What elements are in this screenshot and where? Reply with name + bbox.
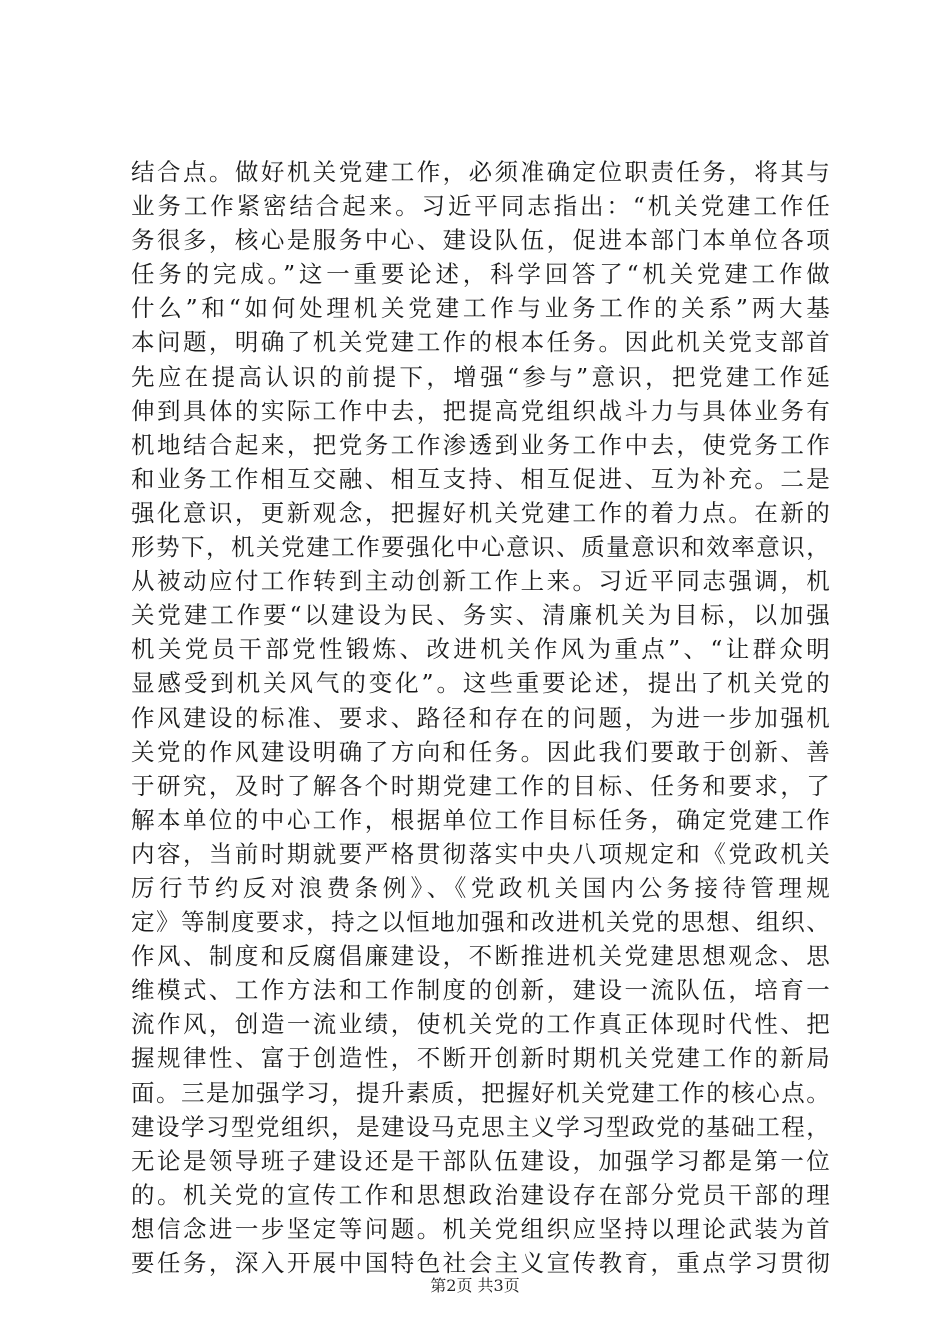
text-line: 务很多，核心是服务中心、建设队伍，促进本部门本单位各项 [131,226,831,255]
text-line: 机地结合起来，把党务工作渗透到业务工作中去，使党务工作 [131,430,831,459]
text-line: 机关党员干部党性锻炼、改进机关作风为重点”、“让群众明 [131,635,831,664]
text-line: 关党的作风建设明确了方向和任务。因此我们要敢于创新、善 [131,737,831,766]
text-line: 解本单位的中心工作，根据单位工作目标任务，确定党建工作 [131,805,831,834]
text-line: 定》等制度要求，持之以恒地加强和改进机关党的思想、组织、 [131,908,831,937]
text-line: 要任务，深入开展中国特色社会主义宣传教育，重点学习贯彻 [131,1249,831,1277]
text-line: 和业务工作相互交融、相互支持、相互促进、互为补充。二是 [131,464,831,493]
page-footer: 第2页 共3页 [430,1276,520,1295]
text-line: 本问题，明确了机关党建工作的根本任务。因此机关党支部首 [131,328,831,357]
text-line: 的。机关党的宣传工作和思想政治建设存在部分党员干部的理 [131,1180,831,1209]
text-line: 形势下，机关党建工作要强化中心意识、质量意识和效率意识， [131,533,831,562]
text-line: 握规律性、富于创造性，不断开创新时期机关党建工作的新局 [131,1044,831,1073]
text-line: 先应在提高认识的前提下，增强“参与”意识，把党建工作延 [131,362,831,391]
text-line: 面。三是加强学习，提升素质，把握好机关党建工作的核心点。 [131,1078,831,1107]
text-line: 什么”和“如何处理机关党建工作与业务工作的关系”两大基 [131,294,831,323]
body-text [131,155,831,1280]
text-line: 想信念进一步坚定等问题。机关党组织应坚持以理论武装为首 [131,1214,831,1243]
text-line: 无论是领导班子建设还是干部队伍建设，加强学习都是第一位 [131,1146,831,1175]
text-line: 内容，当前时期就要严格贯彻落实中央八项规定和《党政机关 [131,839,831,868]
text-line: 维模式、工作方法和工作制度的创新，建设一流队伍，培育一 [131,976,831,1005]
text-line: 厉行节约反对浪费条例》、《党政机关国内公务接待管理规 [131,873,831,902]
text-line: 业务工作紧密结合起来。习近平同志指出：“机关党建工作任 [131,192,831,221]
text-line: 伸到具体的实际工作中去，把提高党组织战斗力与具体业务有 [131,396,831,425]
text-line: 结合点。做好机关党建工作，必须准确定位职责任务，将其与 [131,158,831,186]
text-line: 显感受到机关风气的变化”。这些重要论述，提出了机关党的 [131,669,831,698]
text-line: 建设学习型党组织，是建设马克思主义学习型政党的基础工程， [131,1112,831,1141]
text-line: 从被动应付工作转到主动创新工作上来。习近平同志强调，机 [131,567,831,596]
text-line: 于研究，及时了解各个时期党建工作的目标、任务和要求，了 [131,771,831,800]
text-line: 作风、制度和反腐倡廉建设，不断推进机关党建思想观念、思 [131,942,831,971]
text-line: 强化意识，更新观念，把握好机关党建工作的着力点。在新的 [131,498,831,527]
text-line: 作风建设的标准、要求、路径和存在的问题，为进一步加强机 [131,703,831,732]
text-line: 任务的完成。”这一重要论述，科学回答了“机关党建工作做 [131,260,831,289]
text-line: 流作风，创造一流业绩，使机关党的工作真正体现时代性、把 [131,1010,831,1039]
text-line: 关党建工作要“以建设为民、务实、清廉机关为目标，以加强 [131,601,831,630]
